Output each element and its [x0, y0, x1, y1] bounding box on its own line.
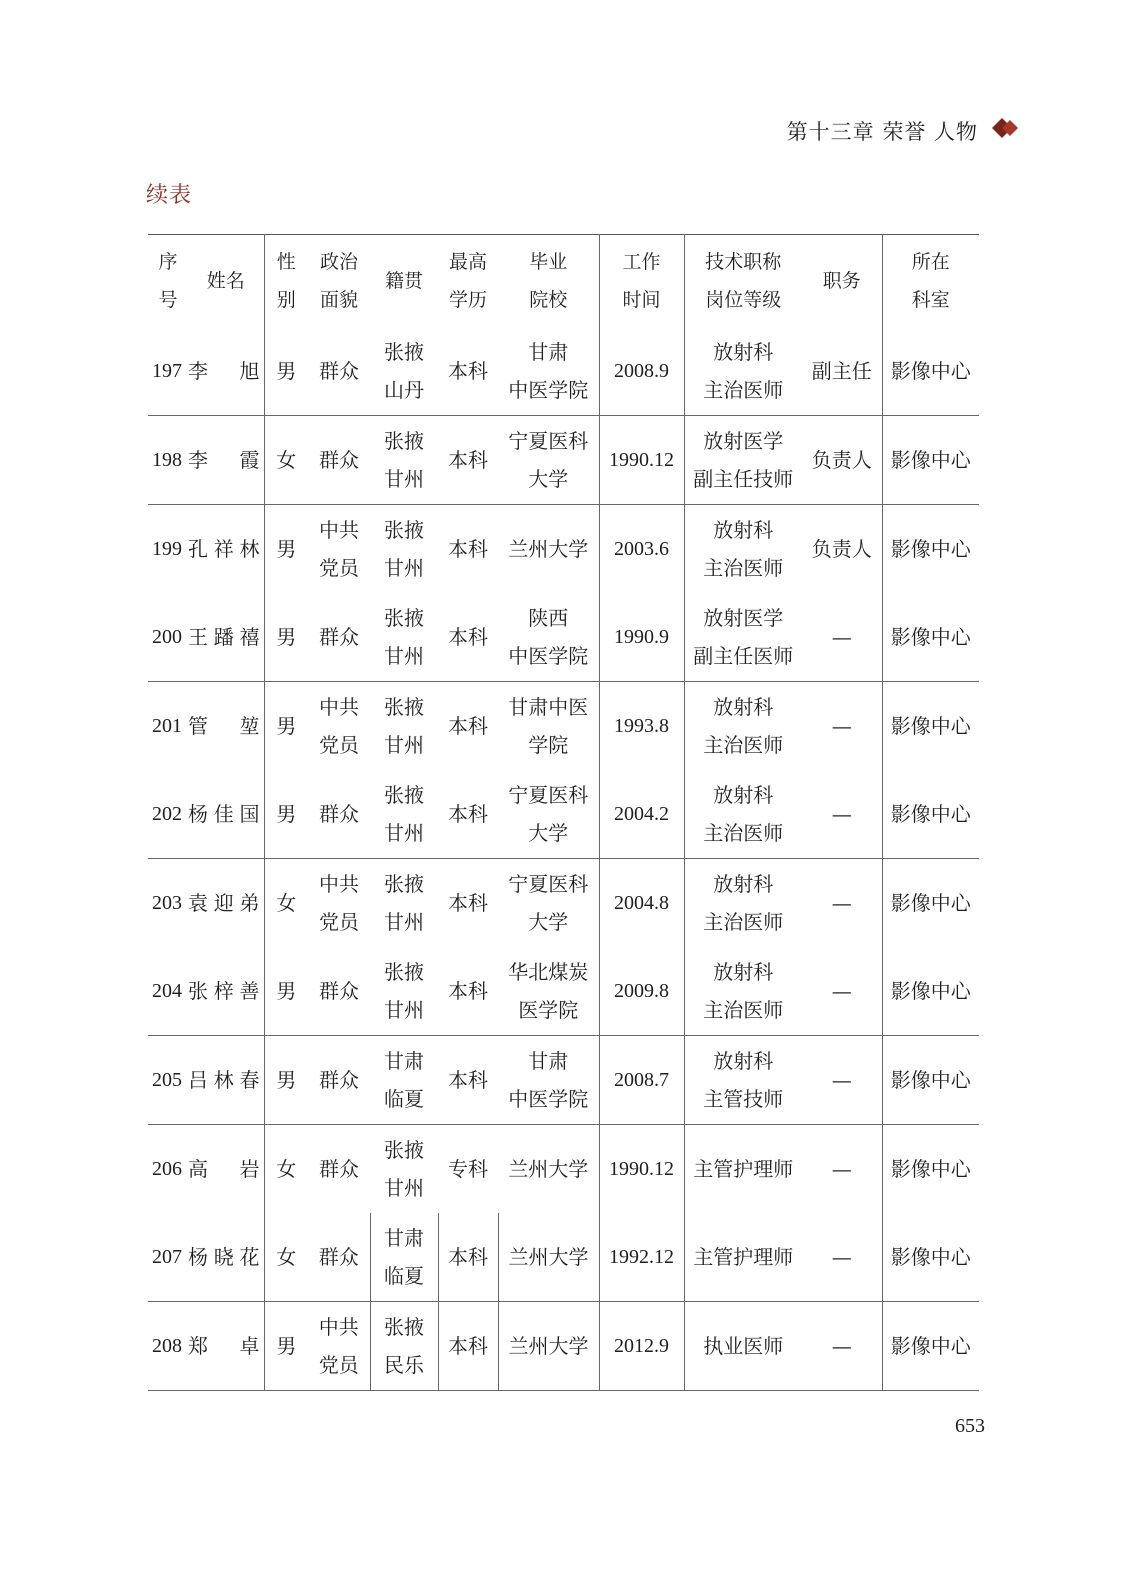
cell-dept: 影像中心: [890, 891, 971, 915]
cell-school: 甘肃 中医学院: [498, 327, 599, 416]
cell-political: 中共 党员: [319, 695, 359, 757]
cell-name: 李 旭: [188, 327, 264, 416]
column-header: 最高 学历: [438, 235, 498, 328]
table-row: [148, 947, 979, 1036]
table-row: [148, 1302, 979, 1391]
cell-political: 群众: [308, 327, 370, 416]
table-row: [148, 1125, 979, 1214]
cell-no: 206: [152, 1158, 182, 1180]
staff-table: [148, 234, 979, 1391]
cell-work: 2009.8: [599, 947, 684, 1036]
cell-no: 200: [148, 593, 188, 682]
cell-dept: 影像中心: [882, 1036, 979, 1125]
cell-post: —: [802, 770, 882, 859]
table-row: [148, 1036, 979, 1125]
cell-post: —: [802, 593, 882, 682]
cell-sex: 男: [264, 1302, 308, 1391]
cell-school: 兰州大学: [498, 1213, 599, 1302]
cell-native: 张掖 甘州: [370, 770, 438, 859]
table-row: [148, 1213, 979, 1302]
column-header: 毕业 院校: [498, 235, 599, 328]
table-row: [148, 593, 979, 682]
cell-title: 主管护理师: [684, 1213, 802, 1302]
cell-dept: 影像中心: [882, 416, 979, 505]
cell-title: 放射科 主治医师: [684, 770, 802, 859]
cell-sex: 男: [264, 1036, 308, 1125]
cell-post: —: [802, 1036, 882, 1125]
table-row: [148, 327, 979, 416]
cell-school: 兰州大学: [498, 505, 599, 594]
cell-sex: 女: [276, 891, 297, 915]
table-row: [148, 682, 979, 771]
cell-title: 主管护理师: [693, 1157, 794, 1181]
cell-native: 张掖 山丹: [370, 327, 438, 416]
cell-work: 2008.9: [599, 327, 684, 416]
cell-native: 张掖 甘州: [384, 518, 424, 580]
cell-name: 郑 卓: [188, 1302, 264, 1391]
cell-no: 205: [148, 1036, 188, 1125]
table-row: [148, 770, 979, 859]
cell-edu: 本科: [438, 770, 498, 859]
cell-political: 群众: [308, 947, 370, 1036]
cell-title: 放射医学 副主任技师: [684, 416, 802, 505]
cell-native: 甘肃 临夏: [370, 1213, 438, 1302]
cell-post: 副主任: [802, 327, 882, 416]
cell-dept: 影像中心: [890, 714, 971, 738]
column-header: 序 号: [148, 235, 188, 328]
cell-no: 199: [152, 538, 182, 560]
cell-name: 张梓善: [188, 947, 264, 1036]
cell-no: 208: [148, 1302, 188, 1391]
cell-sex: 男: [276, 714, 297, 738]
cell-dept: 影像中心: [882, 770, 979, 859]
cell-name: 吕林春: [188, 1036, 264, 1125]
cell-sex: 男: [264, 947, 308, 1036]
column-header: 所在 科室: [882, 235, 979, 328]
cell-name: 杨晓花: [188, 1213, 264, 1302]
continuation-label: 续表: [146, 183, 193, 208]
cell-native: 张掖 甘州: [370, 416, 438, 505]
cell-dept: 影像中心: [882, 947, 979, 1036]
cell-title: 放射科 主治医师: [684, 327, 802, 416]
cell-no: 197: [148, 327, 188, 416]
cell-political: 群众: [308, 770, 370, 859]
cell-school: 甘肃中医 学院: [498, 682, 599, 771]
cell-native: 张掖 甘州: [384, 695, 424, 757]
cell-title: 放射科 主治医师: [703, 518, 784, 580]
cell-no: 202: [148, 770, 188, 859]
cell-post: 负责人: [802, 505, 882, 594]
cell-no: 204: [148, 947, 188, 1036]
cell-edu: 本科: [438, 327, 498, 416]
cell-political: 中共 党员: [308, 1302, 370, 1391]
cell-title: 放射科 主治医师: [703, 872, 784, 934]
cell-work: 1990.12: [599, 1125, 684, 1214]
cell-school: 宁夏医科 大学: [498, 859, 599, 948]
cell-post: —: [802, 859, 882, 948]
cell-sex: 男: [264, 327, 308, 416]
cell-edu: 专科: [448, 1157, 488, 1181]
cell-sex: 男: [264, 770, 308, 859]
cell-work: 2003.6: [599, 505, 684, 594]
table-row: [148, 859, 979, 948]
cell-native: 甘肃 临夏: [370, 1036, 438, 1125]
cell-dept: 影像中心: [890, 537, 971, 561]
cell-title: 放射科 主治医师: [684, 947, 802, 1036]
cell-sex: 女: [264, 416, 308, 505]
cell-no: 207: [148, 1213, 188, 1302]
cell-name: 孔祥林: [188, 505, 264, 594]
cell-name: 杨佳国: [188, 770, 264, 859]
cell-post: —: [802, 682, 882, 771]
cell-edu: 本科: [438, 1213, 498, 1302]
column-header: 籍贯: [370, 235, 438, 328]
cell-work: 2008.7: [599, 1036, 684, 1125]
cell-native: 张掖 甘州: [384, 872, 424, 934]
cell-title: 放射科 主管技师: [684, 1036, 802, 1125]
cell-sex: 女: [264, 1213, 308, 1302]
cell-work: 1993.8: [599, 682, 684, 771]
cell-school: 华北煤炭 医学院: [498, 947, 599, 1036]
cell-edu: 本科: [438, 593, 498, 682]
cell-edu: 本科: [438, 1036, 498, 1125]
column-header: 性 别: [264, 235, 308, 328]
cell-dept: 影像中心: [890, 1157, 971, 1181]
cell-work: 1992.12: [599, 1213, 684, 1302]
cell-school: 宁夏医科 大学: [498, 416, 599, 505]
cell-political: 群众: [319, 1157, 359, 1181]
page-number: 653: [955, 1415, 985, 1437]
cell-no: 198: [148, 416, 188, 505]
cell-school: 陕西 中医学院: [498, 593, 599, 682]
cell-sex: 男: [264, 593, 308, 682]
running-head: [787, 116, 978, 146]
cell-no: 203: [152, 892, 182, 914]
cell-native: 张掖 甘州: [370, 947, 438, 1036]
cell-dept: 影像中心: [882, 327, 979, 416]
cell-edu: 本科: [438, 947, 498, 1036]
column-header: 姓名: [188, 235, 264, 328]
cell-political: 中共 党员: [319, 518, 359, 580]
cell-name: 李 霞: [188, 416, 264, 505]
cell-political: 群众: [308, 416, 370, 505]
diamond-ornament-icon: [992, 118, 1022, 138]
cell-school: 宁夏医科 大学: [498, 770, 599, 859]
cell-dept: 影像中心: [882, 593, 979, 682]
cell-name: 袁迎弟: [188, 859, 264, 948]
cell-sex: 男: [276, 537, 297, 561]
running-head-text: 第十三章 荣誉 人物: [786, 120, 978, 144]
cell-native: 张掖 甘州: [370, 593, 438, 682]
table-row: [148, 505, 979, 594]
cell-no: 201: [152, 715, 182, 737]
cell-post: 负责人: [802, 416, 882, 505]
cell-name: 高 岩: [188, 1125, 264, 1214]
cell-edu: 本科: [448, 537, 488, 561]
cell-sex: 女: [276, 1157, 297, 1181]
cell-work: 2004.2: [599, 770, 684, 859]
cell-work: 2012.9: [599, 1302, 684, 1391]
cell-work: 1990.12: [599, 416, 684, 505]
cell-title: 执业医师: [684, 1302, 802, 1391]
table-row: [148, 416, 979, 505]
cell-work: 2004.8: [599, 859, 684, 948]
cell-name: 管 堃: [188, 682, 264, 771]
cell-school: 甘肃 中医学院: [498, 1036, 599, 1125]
table-header-row: [148, 235, 979, 328]
cell-political: 中共 党员: [319, 872, 359, 934]
column-header: 技术职称 岗位等级: [684, 235, 802, 328]
column-header: 工作 时间: [599, 235, 684, 328]
cell-name: 王蹯禧: [188, 593, 264, 682]
cell-post: —: [802, 1213, 882, 1302]
cell-school: 兰州大学: [498, 1302, 599, 1391]
cell-political: 群众: [308, 1213, 370, 1302]
cell-post: —: [802, 1125, 882, 1214]
cell-post: —: [802, 1302, 882, 1391]
cell-edu: 本科: [438, 1302, 498, 1391]
cell-political: 群众: [308, 593, 370, 682]
cell-work: 1990.9: [599, 593, 684, 682]
cell-political: 群众: [308, 1036, 370, 1125]
cell-dept: 影像中心: [882, 1213, 979, 1302]
cell-native: 张掖 甘州: [384, 1138, 424, 1200]
cell-edu: 本科: [448, 714, 488, 738]
cell-native: 张掖 民乐: [370, 1302, 438, 1391]
cell-dept: 影像中心: [882, 1302, 979, 1391]
cell-school: 兰州大学: [498, 1125, 599, 1214]
cell-edu: 本科: [448, 891, 488, 915]
column-header: 政治 面貌: [308, 235, 370, 328]
cell-title: 放射医学 副主任医师: [684, 593, 802, 682]
cell-post: —: [802, 947, 882, 1036]
column-header: 职务: [802, 235, 882, 328]
cell-title: 放射科 主治医师: [703, 695, 784, 757]
cell-edu: 本科: [438, 416, 498, 505]
